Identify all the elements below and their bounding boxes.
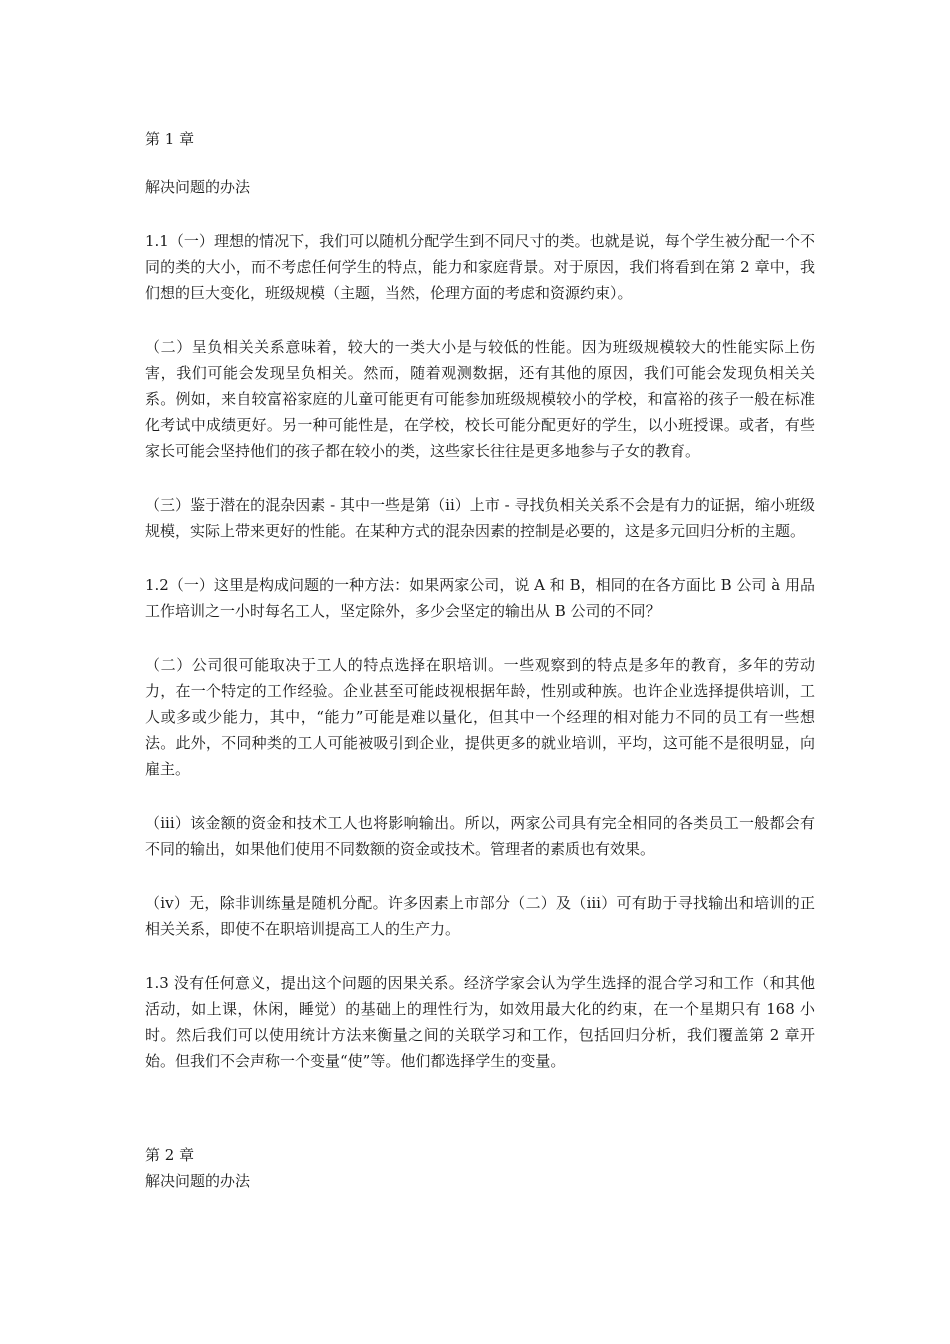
paragraph-1-2-b: （二）公司很可能取决于工人的特点选择在职培训。一些观察到的特点是多年的教育，多年的劳动力，在一个特定的工作经验。企业甚至可能歧视根据年龄，性别或种族。也许企业选择提供培训，工人或多或少能力，其中，“能力”可能是难以量化，但其中一个经理的相对能力不同的员工有一些想法。此外，不同种类的工人可能被吸引到企业，提供更多的就业培训，平均，这可能不是很明显，向雇主。: [145, 656, 815, 778]
paragraph-1-1-b: （二）呈负相关关系意味着，较大的一类大小是与较低的性能。因为班级规模较大的性能实际上伤害，我们可能会发现呈负相关。然而，随着观测数据，还有其他的原因，我们可能会发现负相关关系。例如，来自较富裕家庭的儿童可能更有可能参加班级规模较小的学校，和富裕的孩子一般在标准化考试中成绩更好。另一种可能性是，在学校，校长可能分配更好的学生，以小班授课。或者，有些家长可能会坚持他们的孩子都在较小的类，这些家长往往是更多地参与子女的教育。: [145, 338, 815, 460]
paragraph-1-1-a: 1.1（一）理想的情况下，我们可以随机分配学生到不同尺寸的类。也就是说，每个学生被分配一个不同的类的大小，而不考虑任何学生的特点，能力和家庭背景。对于原因，我们将看到在第 2 章中，我们想的巨大变化，班级规模（主题，当然，伦理方面的考虑和资源约束）。: [145, 232, 815, 302]
paragraph-1-2-d: （iv）无，除非训练量是随机分配。许多因素上市部分（二）及（iii）可有助于寻找输出和培训的正相关关系，即使不在职培训提高工人的生产力。: [145, 894, 815, 938]
paragraph-1-1-c: （三）鉴于潜在的混杂因素 - 其中一些是第（ii）上市 - 寻找负相关关系不会是有力的证据，缩小班级规模，实际上带来更好的性能。在某种方式的混杂因素的控制是必要的，这是多元回归分析的主题。: [145, 496, 815, 540]
chapter-2-subheading: 解决问题的办法: [145, 1172, 251, 1190]
chapter-1-subheading: 解决问题的办法: [145, 178, 251, 196]
chapter-1-heading: 第 1 章: [145, 130, 195, 148]
paragraph-1-3: 1.3 没有任何意义，提出这个问题的因果关系。经济学家会认为学生选择的混合学习和工作（和其他活动，如上课，休闲，睡觉）的基础上的理性行为，如效用最大化的约束，在一个星期只有 168 小时。然后我们可以使用统计方法来衡量之间的关联学习和工作，包括回归分析，我们覆盖第 2 章开始。但我们不会声称一个变量“使”等。他们都选择学生的变量。: [145, 974, 815, 1070]
document-page: [145, 126, 815, 1194]
paragraph-1-2-a: 1.2（一）这里是构成问题的一种方法：如果两家公司，说 A 和 B，相同的在各方面比 B 公司 à 用品工作培训之一小时每名工人，坚定除外，多少会坚定的输出从 B 公司的不同？: [145, 576, 815, 620]
paragraph-1-2-c: （iii）该金额的资金和技术工人也将影响输出。所以，两家公司具有完全相同的各类员工一般都会有不同的输出，如果他们使用不同数额的资金或技术。管理者的素质也有效果。: [145, 814, 815, 858]
chapter-2-heading: 第 2 章: [145, 1146, 195, 1164]
